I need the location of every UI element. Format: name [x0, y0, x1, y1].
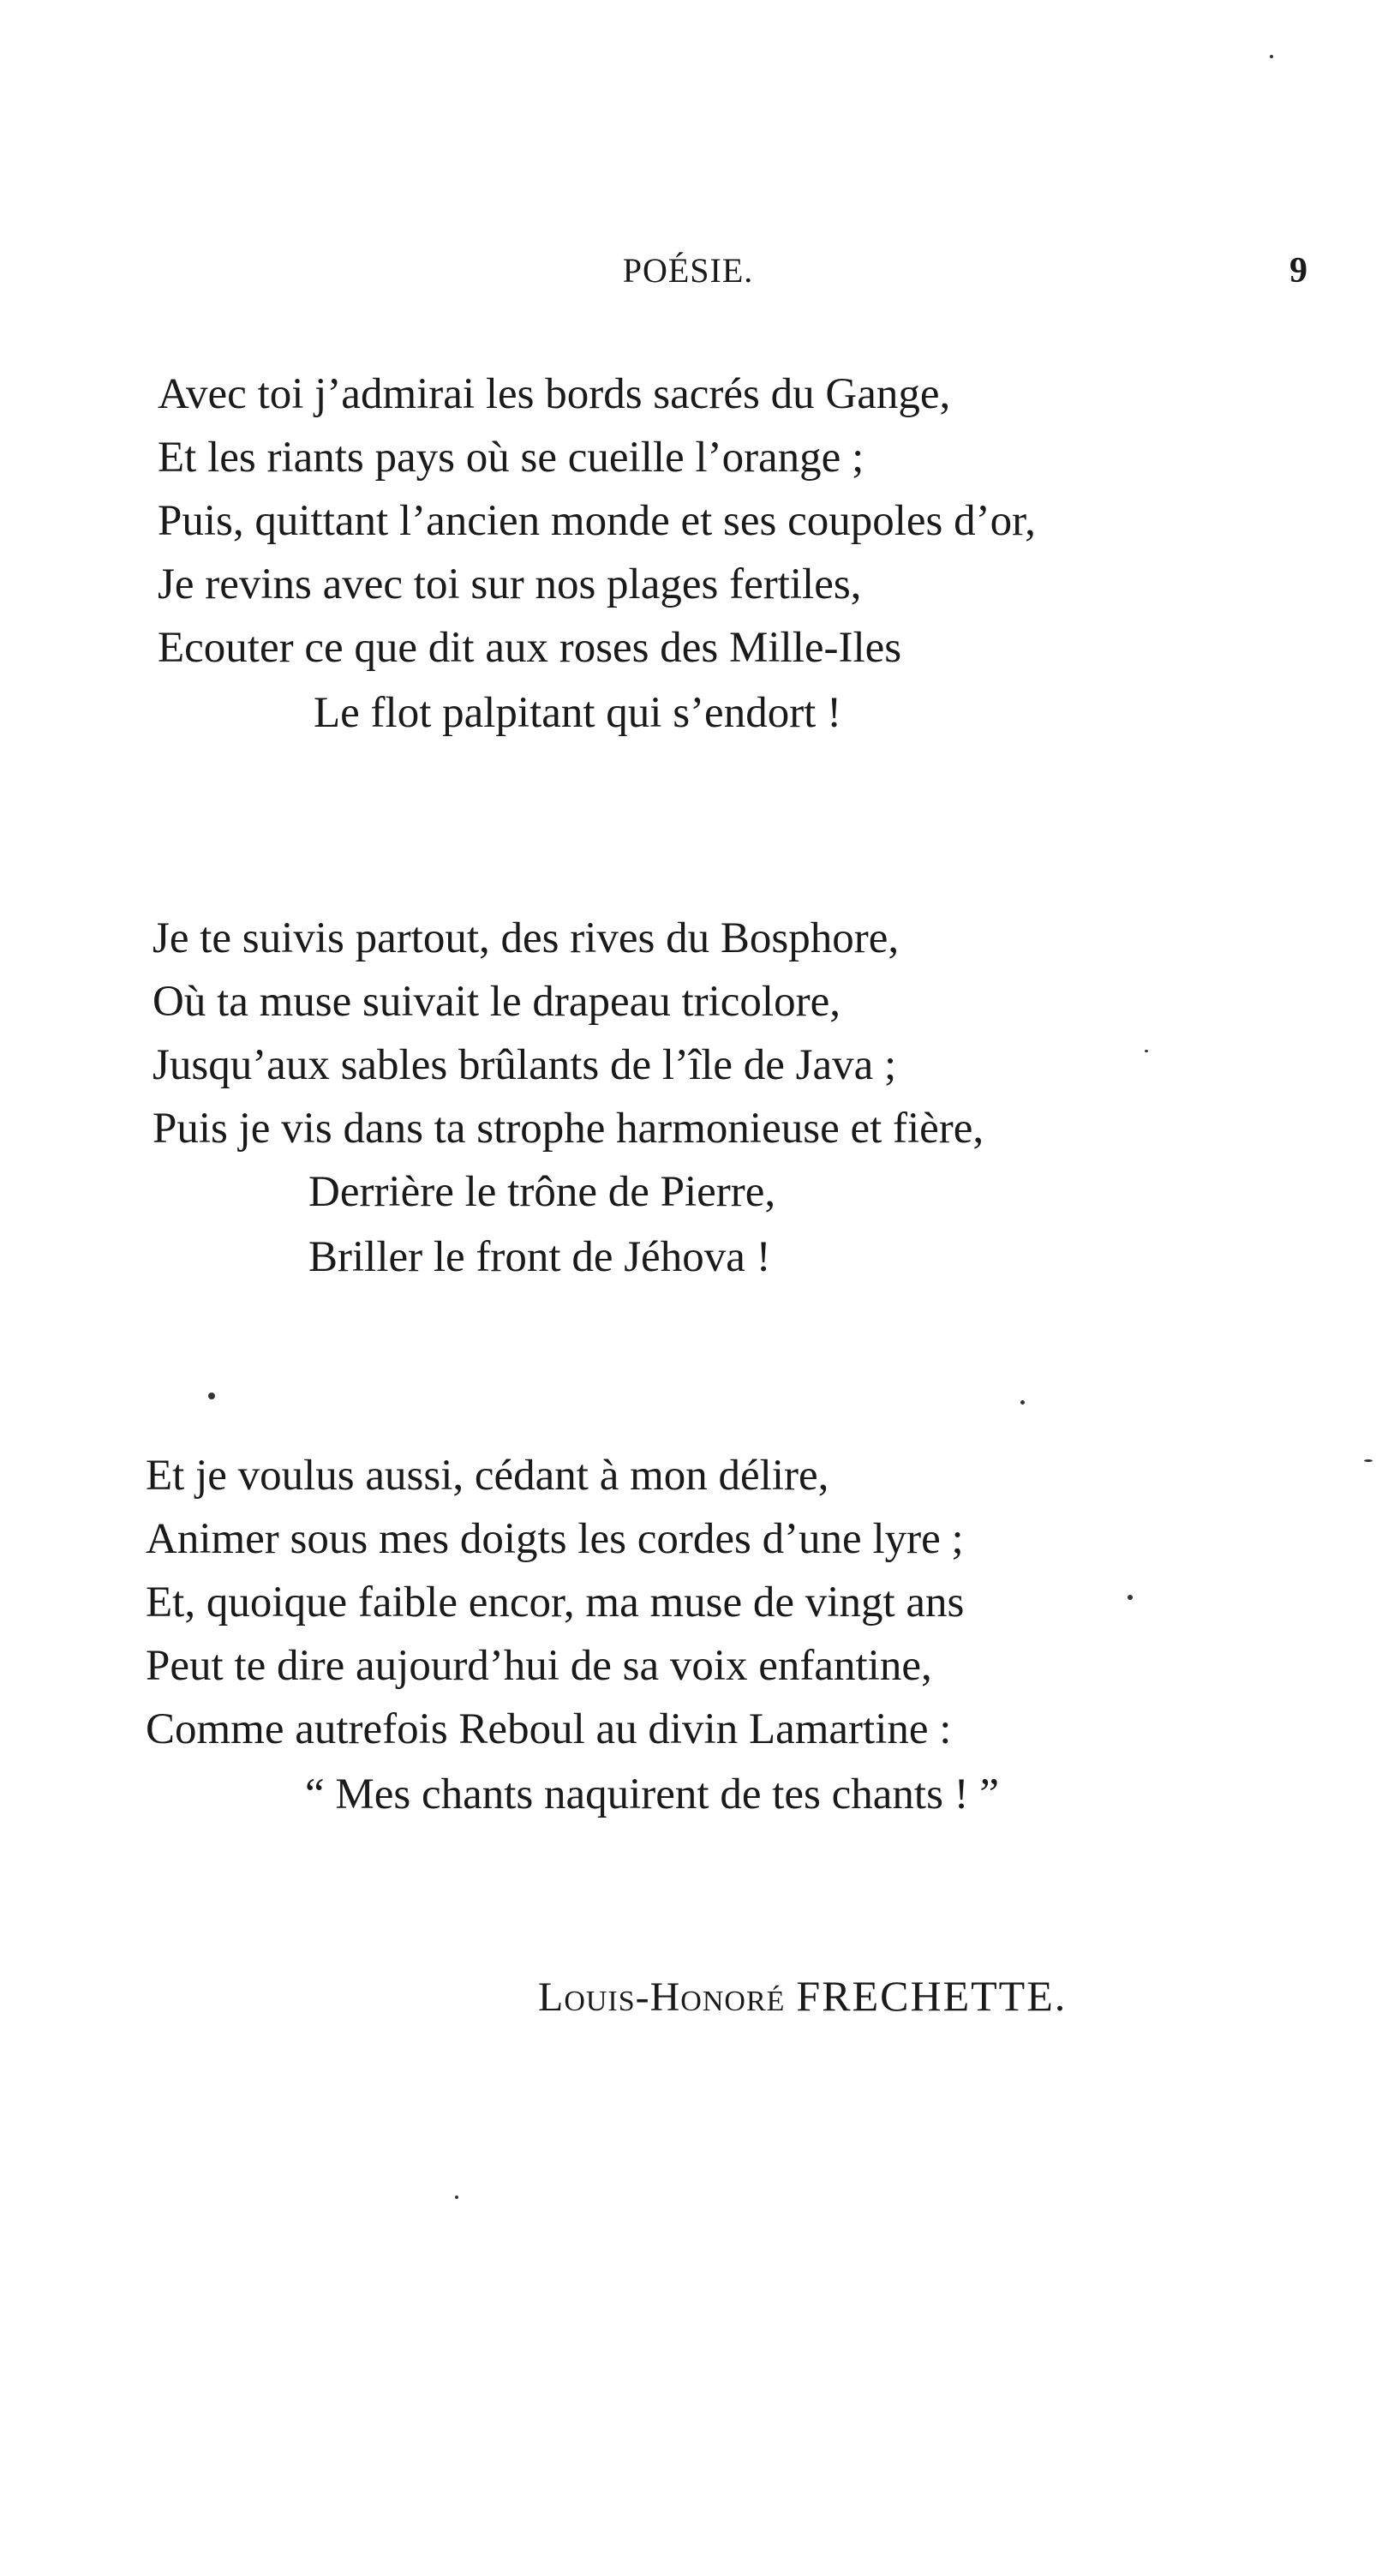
verse-line: Jusqu’aux sables brûlants de l’île de Java ; [153, 1041, 897, 1089]
verse-line: Et les riants pays où se cueille l’orange ; [158, 434, 864, 482]
scan-speck [1364, 1459, 1373, 1462]
scan-speck [1128, 1595, 1133, 1600]
verse-line: Puis, quittant l’ancien monde et ses coupoles d’or, [158, 497, 1036, 545]
verse-line: Puis je vis dans ta strophe harmonieuse et fière, [153, 1105, 984, 1153]
verse-line: Animer sous mes doigts les cordes d’une lyre ; [146, 1515, 964, 1563]
signature-surname: FRECHETTE. [796, 1972, 1068, 2020]
verse-line: Je te suivis partout, des rives du Bosphore, [153, 914, 900, 962]
verse-line: Où ta muse suivait le drapeau tricolore, [153, 978, 841, 1026]
verse-line: Comme autrefois Reboul au divin Lamartine : [146, 1705, 952, 1753]
verse-line: Je revins avec toi sur nos plages fertiles, [158, 560, 862, 608]
scan-speck [1270, 55, 1273, 58]
verse-line: Ecouter ce que dit aux roses des Mille-Iles [158, 624, 902, 672]
scan-speck [1020, 1400, 1025, 1405]
verse-line: Et, quoique faible encor, ma muse de vingt ans [146, 1579, 965, 1626]
scan-speck [455, 2196, 458, 2199]
verse-line: Avec toi j’admirai les bords sacrés du Gange, [158, 370, 951, 418]
signature-given-names: Louis-Honoré [538, 1974, 786, 2020]
verse-line-indented: Le flot palpitant qui s’endort ! [314, 689, 842, 737]
verse-line-indented: “ Mes chants naquirent de tes chants ! ” [305, 1770, 1000, 1818]
verse-line-indented: Briller le front de Jéhova ! [308, 1233, 771, 1281]
scan-speck [1145, 1050, 1148, 1052]
verse-line-indented: Derrière le trône de Pierre, [308, 1168, 776, 1216]
verse-line: Et je voulus aussi, cédant à mon délire, [146, 1452, 829, 1500]
running-head: POÉSIE. [622, 251, 754, 290]
scan-speck [208, 1393, 215, 1399]
page-header [0, 250, 1376, 302]
verse-line: Peut te dire aujourd’hui de sa voix enfantine, [146, 1642, 932, 1690]
author-signature [538, 1971, 1067, 2021]
page-number: 9 [1289, 251, 1307, 291]
